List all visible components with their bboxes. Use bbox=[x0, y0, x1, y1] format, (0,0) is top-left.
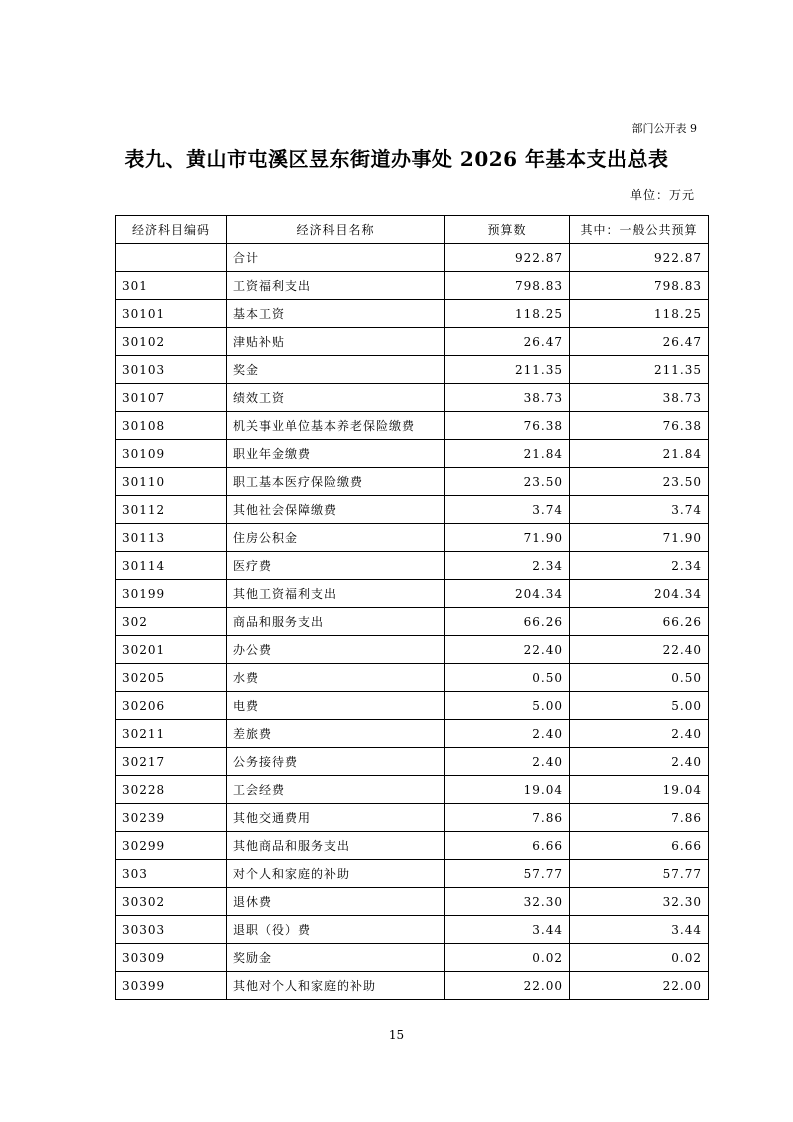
cell-code: 30217 bbox=[116, 748, 227, 776]
cell-code: 30239 bbox=[116, 804, 227, 832]
table-row bbox=[116, 832, 709, 860]
cell-general: 2.40 bbox=[570, 748, 709, 776]
unit-label: 单位：万元 bbox=[629, 188, 695, 202]
cell-general: 0.50 bbox=[570, 664, 709, 692]
cell-name: 差旅费 bbox=[227, 720, 445, 748]
cell-name: 职工基本医疗保险缴费 bbox=[227, 468, 445, 496]
table-row bbox=[116, 496, 709, 524]
cell-code: 30114 bbox=[116, 552, 227, 580]
cell-budget: 211.35 bbox=[445, 356, 570, 384]
table-row bbox=[116, 468, 709, 496]
cell-name: 绩效工资 bbox=[227, 384, 445, 412]
page-number: 15 bbox=[388, 1028, 405, 1042]
cell-general: 7.86 bbox=[570, 804, 709, 832]
cell-general: 57.77 bbox=[570, 860, 709, 888]
cell-budget: 71.90 bbox=[445, 524, 570, 552]
cell-code: 30299 bbox=[116, 832, 227, 860]
table-row bbox=[116, 440, 709, 468]
cell-budget: 0.50 bbox=[445, 664, 570, 692]
cell-budget: 0.02 bbox=[445, 944, 570, 972]
cell-name: 其他社会保障缴费 bbox=[227, 496, 445, 524]
cell-name: 工资福利支出 bbox=[227, 272, 445, 300]
table-header-row bbox=[116, 216, 709, 244]
table-row bbox=[116, 944, 709, 972]
table-row bbox=[116, 412, 709, 440]
cell-general: 2.40 bbox=[570, 720, 709, 748]
cell-general: 922.87 bbox=[570, 244, 709, 272]
cell-code: 30309 bbox=[116, 944, 227, 972]
cell-code: 30113 bbox=[116, 524, 227, 552]
cell-name: 奖金 bbox=[227, 356, 445, 384]
cell-budget: 204.34 bbox=[445, 580, 570, 608]
cell-code: 30107 bbox=[116, 384, 227, 412]
table-row bbox=[116, 860, 709, 888]
cell-general: 22.00 bbox=[570, 972, 709, 1000]
table-row bbox=[116, 692, 709, 720]
cell-name: 其他工资福利支出 bbox=[227, 580, 445, 608]
cell-budget: 6.66 bbox=[445, 832, 570, 860]
cell-name: 退休费 bbox=[227, 888, 445, 916]
cell-general: 798.83 bbox=[570, 272, 709, 300]
cell-name: 基本工资 bbox=[227, 300, 445, 328]
cell-name: 退职（役）费 bbox=[227, 916, 445, 944]
table-row bbox=[116, 272, 709, 300]
cell-general: 118.25 bbox=[570, 300, 709, 328]
cell-code: 303 bbox=[116, 860, 227, 888]
column-header-budget: 预算数 bbox=[445, 216, 570, 244]
cell-code: 30109 bbox=[116, 440, 227, 468]
cell-budget: 22.40 bbox=[445, 636, 570, 664]
cell-budget: 2.40 bbox=[445, 748, 570, 776]
cell-general: 21.84 bbox=[570, 440, 709, 468]
table-row bbox=[116, 748, 709, 776]
cell-general: 211.35 bbox=[570, 356, 709, 384]
cell-general: 26.47 bbox=[570, 328, 709, 356]
table-row bbox=[116, 328, 709, 356]
cell-code: 30211 bbox=[116, 720, 227, 748]
column-header-name: 经济科目名称 bbox=[227, 216, 445, 244]
table-row bbox=[116, 244, 709, 272]
cell-code: 30199 bbox=[116, 580, 227, 608]
cell-code: 30102 bbox=[116, 328, 227, 356]
cell-budget: 57.77 bbox=[445, 860, 570, 888]
cell-code: 30108 bbox=[116, 412, 227, 440]
cell-name: 奖励金 bbox=[227, 944, 445, 972]
cell-general: 6.66 bbox=[570, 832, 709, 860]
cell-name: 其他交通费用 bbox=[227, 804, 445, 832]
budget-table bbox=[115, 215, 709, 1000]
table-row bbox=[116, 524, 709, 552]
table-row bbox=[116, 384, 709, 412]
cell-budget: 32.30 bbox=[445, 888, 570, 916]
table-row bbox=[116, 776, 709, 804]
cell-budget: 3.74 bbox=[445, 496, 570, 524]
cell-budget: 22.00 bbox=[445, 972, 570, 1000]
cell-name: 津贴补贴 bbox=[227, 328, 445, 356]
table-row bbox=[116, 664, 709, 692]
cell-name: 合计 bbox=[227, 244, 445, 272]
page-title: 表九、黄山市屯溪区昱东街道办事处 2026 年基本支出总表 bbox=[124, 147, 669, 171]
table-row bbox=[116, 804, 709, 832]
cell-name: 工会经费 bbox=[227, 776, 445, 804]
cell-budget: 66.26 bbox=[445, 608, 570, 636]
cell-general: 2.34 bbox=[570, 552, 709, 580]
cell-code: 30302 bbox=[116, 888, 227, 916]
table-row bbox=[116, 552, 709, 580]
cell-budget: 2.40 bbox=[445, 720, 570, 748]
form-number: 部门公开表 9 bbox=[631, 122, 697, 135]
cell-budget: 3.44 bbox=[445, 916, 570, 944]
cell-name: 电费 bbox=[227, 692, 445, 720]
cell-name: 机关事业单位基本养老保险缴费 bbox=[227, 412, 445, 440]
cell-name: 商品和服务支出 bbox=[227, 608, 445, 636]
table-row bbox=[116, 300, 709, 328]
cell-budget: 19.04 bbox=[445, 776, 570, 804]
cell-general: 204.34 bbox=[570, 580, 709, 608]
cell-name: 医疗费 bbox=[227, 552, 445, 580]
cell-code: 302 bbox=[116, 608, 227, 636]
cell-name: 办公费 bbox=[227, 636, 445, 664]
cell-code: 30399 bbox=[116, 972, 227, 1000]
column-header-general: 其中：一般公共预算 bbox=[570, 216, 709, 244]
table-row bbox=[116, 636, 709, 664]
cell-name: 公务接待费 bbox=[227, 748, 445, 776]
cell-budget: 76.38 bbox=[445, 412, 570, 440]
cell-name: 水费 bbox=[227, 664, 445, 692]
cell-name: 对个人和家庭的补助 bbox=[227, 860, 445, 888]
table-row bbox=[116, 608, 709, 636]
cell-general: 22.40 bbox=[570, 636, 709, 664]
cell-general: 23.50 bbox=[570, 468, 709, 496]
table-row bbox=[116, 888, 709, 916]
cell-name: 住房公积金 bbox=[227, 524, 445, 552]
table-row bbox=[116, 720, 709, 748]
cell-code: 30112 bbox=[116, 496, 227, 524]
table-body bbox=[116, 244, 709, 1000]
table-row bbox=[116, 580, 709, 608]
cell-budget: 21.84 bbox=[445, 440, 570, 468]
cell-code bbox=[116, 244, 227, 272]
cell-general: 76.38 bbox=[570, 412, 709, 440]
cell-code: 30110 bbox=[116, 468, 227, 496]
cell-budget: 23.50 bbox=[445, 468, 570, 496]
cell-code: 30206 bbox=[116, 692, 227, 720]
cell-general: 5.00 bbox=[570, 692, 709, 720]
cell-budget: 922.87 bbox=[445, 244, 570, 272]
table-row bbox=[116, 356, 709, 384]
cell-name: 其他商品和服务支出 bbox=[227, 832, 445, 860]
cell-code: 30228 bbox=[116, 776, 227, 804]
cell-budget: 118.25 bbox=[445, 300, 570, 328]
column-header-code: 经济科目编码 bbox=[116, 216, 227, 244]
cell-code: 30103 bbox=[116, 356, 227, 384]
cell-budget: 7.86 bbox=[445, 804, 570, 832]
cell-budget: 26.47 bbox=[445, 328, 570, 356]
cell-name: 其他对个人和家庭的补助 bbox=[227, 972, 445, 1000]
cell-general: 3.44 bbox=[570, 916, 709, 944]
cell-code: 30205 bbox=[116, 664, 227, 692]
cell-budget: 5.00 bbox=[445, 692, 570, 720]
cell-budget: 798.83 bbox=[445, 272, 570, 300]
cell-code: 301 bbox=[116, 272, 227, 300]
cell-code: 30101 bbox=[116, 300, 227, 328]
cell-general: 19.04 bbox=[570, 776, 709, 804]
cell-budget: 2.34 bbox=[445, 552, 570, 580]
table-row bbox=[116, 916, 709, 944]
cell-name: 职业年金缴费 bbox=[227, 440, 445, 468]
cell-general: 71.90 bbox=[570, 524, 709, 552]
cell-general: 66.26 bbox=[570, 608, 709, 636]
cell-code: 30201 bbox=[116, 636, 227, 664]
cell-code: 30303 bbox=[116, 916, 227, 944]
table-row bbox=[116, 972, 709, 1000]
cell-budget: 38.73 bbox=[445, 384, 570, 412]
cell-general: 0.02 bbox=[570, 944, 709, 972]
cell-general: 32.30 bbox=[570, 888, 709, 916]
cell-general: 3.74 bbox=[570, 496, 709, 524]
cell-general: 38.73 bbox=[570, 384, 709, 412]
